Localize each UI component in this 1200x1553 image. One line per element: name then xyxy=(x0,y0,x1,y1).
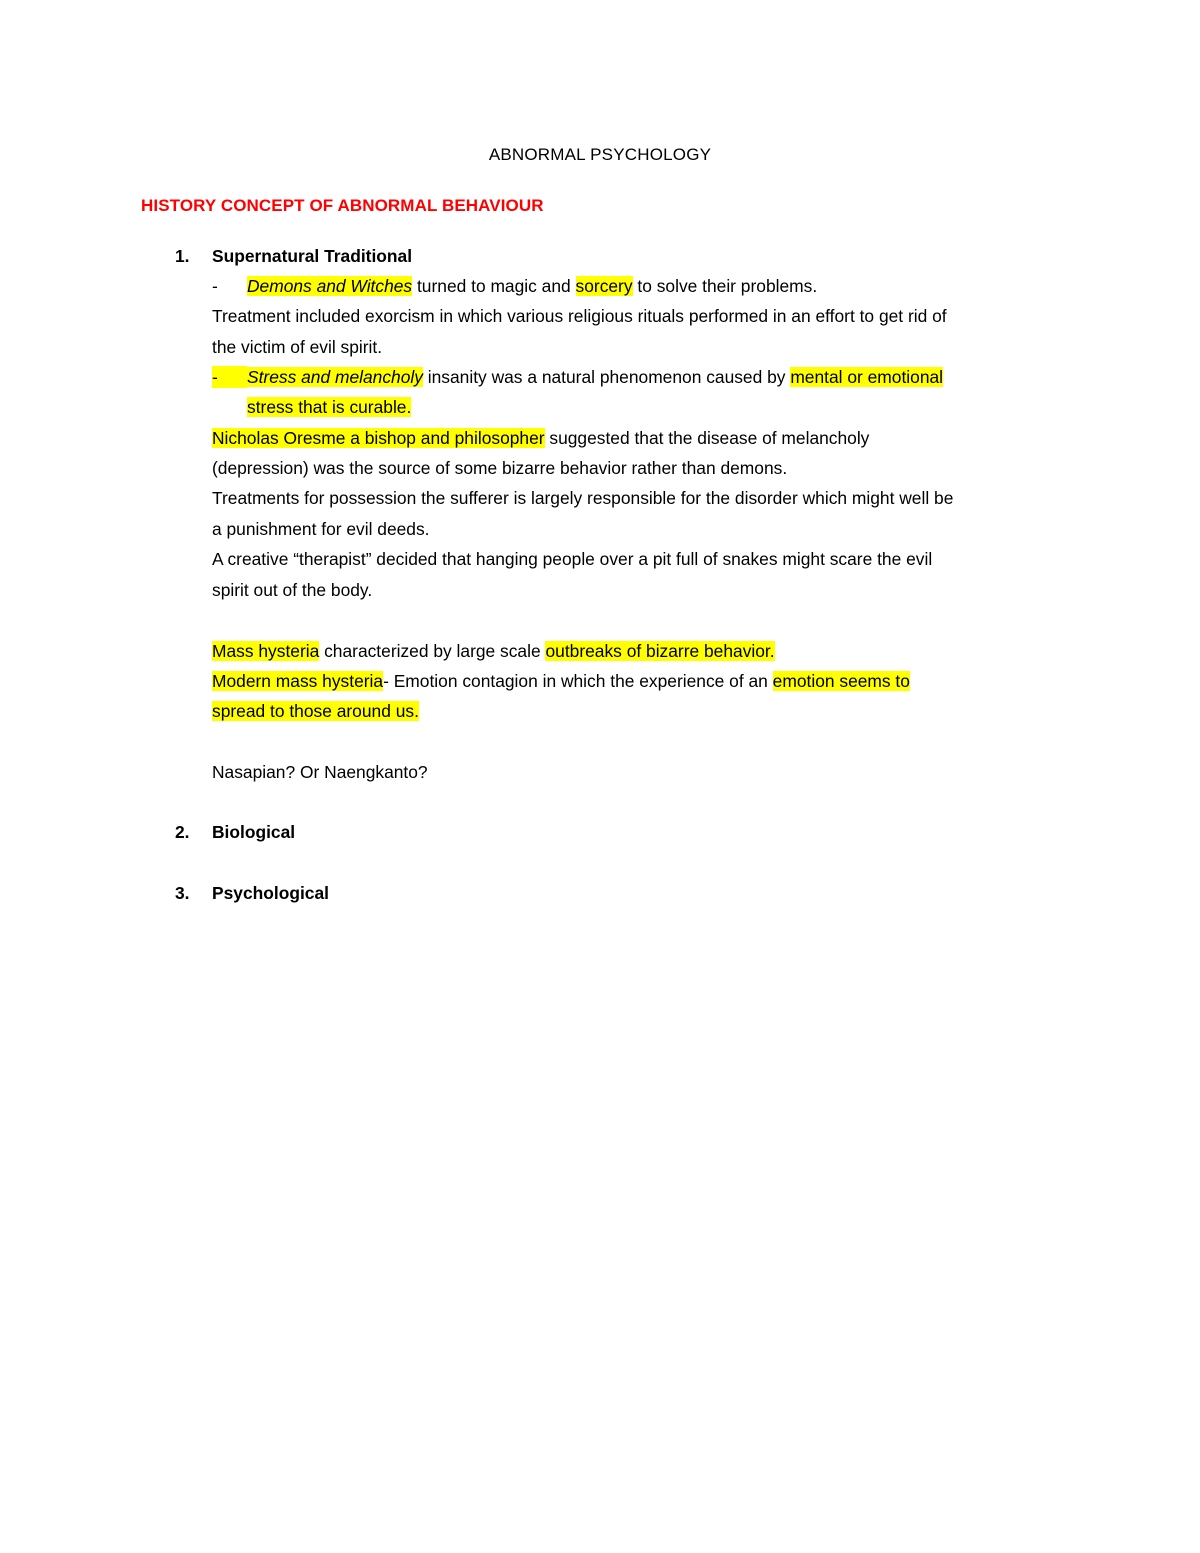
oresme-line-1 xyxy=(212,427,869,449)
bullet-demons-text-a: turned to magic and xyxy=(412,276,576,296)
possession-line-2: a punishment for evil deeds. xyxy=(212,519,430,539)
highlight-stress-melancholy: Stress and melancholy xyxy=(247,367,423,387)
highlight-modern-mass-hysteria: Modern mass hysteria xyxy=(212,671,384,691)
oresme-text-a: suggested that the disease of melancholy xyxy=(544,428,870,448)
bullet-dash-2: - xyxy=(212,366,247,388)
item-number-1: 1. xyxy=(175,246,190,266)
modern-hysteria-line-2 xyxy=(212,700,419,722)
bullet-stress-continued xyxy=(247,396,411,418)
highlight-demons-witches: Demons and Witches xyxy=(247,276,413,296)
item-number-3: 3. xyxy=(175,883,190,903)
document-title: ABNORMAL PSYCHOLOGY xyxy=(488,145,712,164)
bullet-stress xyxy=(247,366,943,388)
highlight-mental-emotional: mental or emotional xyxy=(790,367,944,387)
bullet-demons-text-b: to solve their problems. xyxy=(632,276,818,296)
mass-hysteria-text: characterized by large scale xyxy=(319,641,546,661)
item-label-psychological: Psychological xyxy=(212,883,329,903)
modern-hysteria-line-1 xyxy=(212,670,910,692)
item-label-biological: Biological xyxy=(212,822,296,842)
therapist-line-2: spirit out of the body. xyxy=(212,580,373,600)
item-number-2: 2. xyxy=(175,822,190,842)
highlight-outbreaks: outbreaks of bizarre behavior. xyxy=(545,641,775,661)
highlight-nicholas-oresme: Nicholas Oresme a bishop and philosopher xyxy=(212,428,545,448)
item-label-supernatural: Supernatural Traditional xyxy=(212,246,413,266)
treatment-line-2: the victim of evil spirit. xyxy=(212,337,383,357)
highlight-emotion-seems: emotion seems to xyxy=(772,671,910,691)
bullet-demons xyxy=(247,275,817,297)
highlight-mass-hysteria: Mass hysteria xyxy=(212,641,320,661)
highlight-spread: spread to those around us. xyxy=(212,701,419,721)
modern-hysteria-text: - Emotion contagion in which the experience of an xyxy=(383,671,773,691)
bullet-stress-text-a: insanity was a natural phenomenon caused by xyxy=(422,367,791,387)
oresme-line-2: (depression) was the source of some bizarre behavior rather than demons. xyxy=(212,458,788,478)
possession-line-1: Treatments for possession the sufferer is largely responsible for the disorder which might well be xyxy=(212,488,954,508)
question-line: Nasapian? Or Naengkanto? xyxy=(212,762,428,782)
treatment-line-1: Treatment included exorcism in which various religious rituals performed in an effort to get rid of xyxy=(212,306,947,326)
bullet-dash-1: - xyxy=(212,276,218,296)
mass-hysteria-line xyxy=(212,640,775,662)
section-heading: HISTORY CONCEPT OF ABNORMAL BEHAVIOUR xyxy=(141,196,544,215)
therapist-line-1: A creative “therapist” decided that hanging people over a pit full of snakes might scare the evil xyxy=(212,549,933,569)
highlight-stress-curable: stress that is curable. xyxy=(247,397,412,417)
highlight-sorcery: sorcery xyxy=(575,276,633,296)
